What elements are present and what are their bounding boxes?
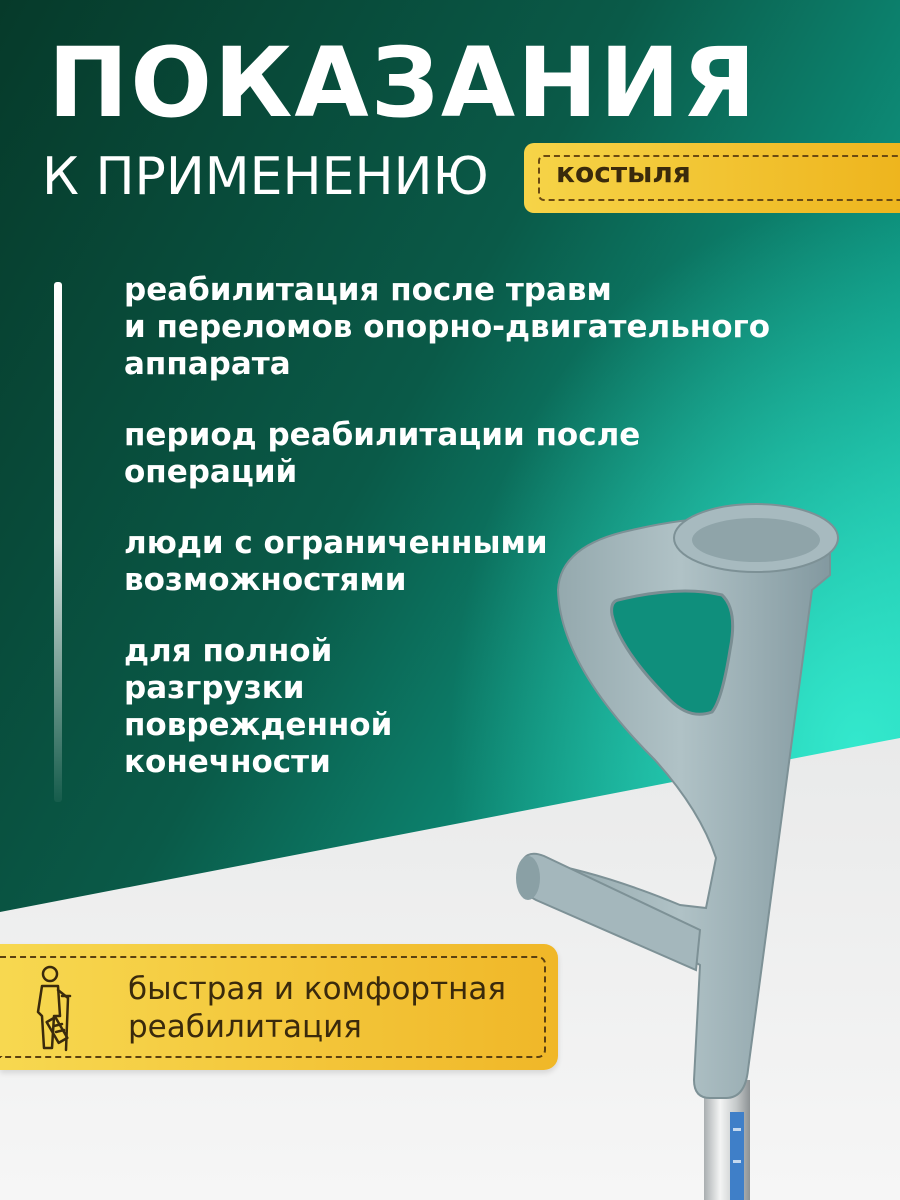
- banner-text: быстрая и комфортная реабилитация: [128, 971, 507, 1045]
- indication-item-injuries: реабилитация после травм и переломов опорно-двигательного аппарата: [124, 272, 771, 382]
- indication-item-limb-unloading: для полной разгрузки поврежденной конечности: [124, 633, 393, 780]
- page-title: ПОКАЗАНИЯ: [48, 27, 758, 139]
- person-with-crutch-icon: [30, 964, 90, 1054]
- page-subtitle: К ПРИМЕНЕНИЮ: [42, 147, 489, 207]
- tag-label: костыля: [556, 156, 691, 189]
- bottom-banner: [0, 944, 558, 1070]
- indication-item-post-surgery: период реабилитации после операций: [124, 417, 641, 490]
- crutch-cuff-inner: [692, 518, 820, 562]
- crutch-grip-end: [516, 856, 540, 900]
- indication-item-disabilities: люди с ограниченными возможностями: [124, 525, 548, 598]
